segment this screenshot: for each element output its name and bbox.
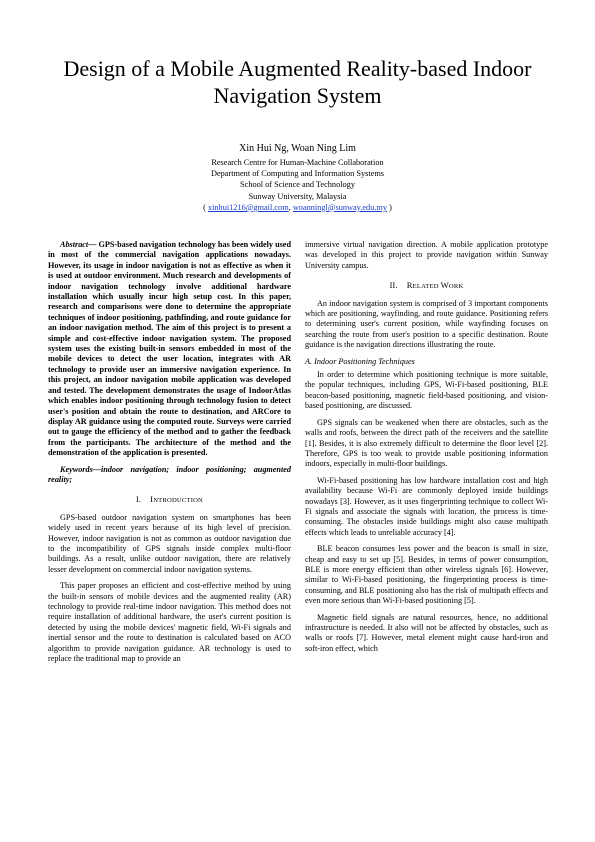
paragraph: BLE beacon consumes less power and the beacon is small in size, cheap and easy to set up [5]. Besides, in terms of power consumption, BLE is more energy efficient than other wireless signals [6]. However, similar to Wi-Fi-based positioning, the fingerprinting process is time-consuming, and BLE positioning also has the risk of multipath effects and even more serious than Wi-Fi-based positioning [5]. xyxy=(305,544,548,606)
paragraph: immersive virtual navigation direction. A mobile application prototype was developed in this project to provide navigation within Sunway University campus. xyxy=(305,240,548,270)
paragraph: GPS signals can be weakened when there are obstacles, such as the walls and roofs, between the direct path of the receivers and the satellite [1]. Besides, it is also extremely difficult to determine the floor level [2]. Therefore, GPS is too weak to provide usable positioning information indoors, especially in multi-floor buildings. xyxy=(305,417,548,469)
email-line xyxy=(60,202,535,213)
email-open: ( xyxy=(203,202,208,212)
paper-title: Design of a Mobile Augmented Reality-based Indoor Navigation System xyxy=(63,56,532,108)
section-heading-related-work xyxy=(305,280,548,292)
email-link-1[interactable]: xinhui1216@gmail.com xyxy=(207,202,289,212)
subsection-heading: A. Indoor Positioning Techniques xyxy=(305,356,415,366)
abstract-dash: — xyxy=(88,240,99,249)
authors: Xin Hui Ng, Woan Ning Lim xyxy=(239,143,356,154)
section-heading-introduction xyxy=(48,494,291,506)
left-column xyxy=(48,240,291,670)
abstract-label: Abstract xyxy=(60,240,89,249)
keywords: Keywords—indoor navigation; indoor positioning; augmented reality; xyxy=(48,464,291,484)
abstract-text: GPS-based navigation technology has been widely used in most of the commercial navigation applications nowadays. However, its usage in indoor navigation is not as effective as when it is used at outdoor environment. Much research and developments of indoor navigation technology involve additional hardware installation which usually incur high setup cost. In this paper, research and comparisons were done to determine the appropriate techniques of indoor positioning, pathfinding, and route guidance for an indoor navigation method. The aim of this project is to present a simple and cost-effective indoor navigation system. The proposed system uses the existing built-in sensors embedded in most of the mobile devices to detect the user location, integrates with AR technology to provide user an immersive navigation experience. In this project, an indoor navigation mobile application was developed and tested. The development demonstrates the usage of IndoorAtlas which enables indoor positioning through technology fusion to detect user's position and obtain the route to destination, and ARCore to display AR guidance using the computed route. Surveys were carried out to gauge the efficiency of the method and to gather the feedback from the participants. The architecture of the method and the demonstration of the application is presented. xyxy=(48,240,291,458)
paragraph: This paper proposes an efficient and cost-effective method by using the built-in sensors of mobile devices and the augmented reality (AR) technology to provide real-time indoor navigation. This method does not require installation of additional hardware, the user's current position is detected by using the mobile devices' magnetic field, Wi-Fi signals and inertial sensor and the route to destination is calculated based on ACO algorithm to provide navigation guidance. AR technology is used to replace the traditional map to provide an xyxy=(48,581,291,664)
email-close: ) xyxy=(387,202,392,212)
affiliation-line: Sunway University, Malaysia xyxy=(248,191,347,201)
email-link-2[interactable]: woanningl@sunway.edu.my xyxy=(292,202,388,212)
affiliation-line: Research Centre for Human-Machine Collaboration xyxy=(211,158,384,167)
paragraph: Wi-Fi-based positioning has low hardware installation cost and high availability because Wi-Fi are commonly deployed inside buildings nowadays [3]. However, as it uses fingerprinting technique to collect Wi-Fi signals and associate the signals with location, the process is time-consuming. The obstacles inside buildings might also cause multipath effects which leads to unreliable accuracy [4]. xyxy=(305,475,548,537)
section-title-initial: I xyxy=(150,494,154,505)
email-separator: , xyxy=(288,202,293,212)
paragraph: Magnetic field signals are natural resources, hence, no additional infrastructure is needed. It also will not be affected by obstacles, such as walls or roofs [7]. However, metal element might cause hard-iron and soft-iron effect, which xyxy=(305,612,548,653)
section-title-initial: R xyxy=(406,280,413,291)
section-title-rest: NTRODUCTION xyxy=(153,497,204,505)
right-column xyxy=(305,240,548,660)
abstract xyxy=(48,240,291,459)
section-number: II. xyxy=(389,281,398,291)
affiliation xyxy=(60,157,535,213)
section-title-rest: ELATED xyxy=(412,283,441,291)
section-title-initial-2: W xyxy=(440,280,449,291)
affiliation-line: Department of Computing and Information Systems xyxy=(210,169,385,179)
paragraph: An indoor navigation system is comprised of 3 important components which are positioning, wayfinding, and route guidance. Positioning refers to determining user's current position, while wayfinding focuses on searching the route from user's position to a specific destination. Route guidance is the navigation directions illustrating the route. xyxy=(305,298,548,350)
paragraph: In order to determine which positioning technique is more suitable, the popular techniques, including GPS, Wi-Fi-based positioning, BLE beacon-based positioning, magnetic field-based positioning, and vision-based positioning, are discussed. xyxy=(305,370,548,411)
paragraph: GPS-based outdoor navigation system on smartphones has been widely used in recent years because of its high level of precision. However, indoor navigation is not as common as outdoor navigation due to the incompatibility of GPS signals inside complex multi-floor buildings. As a result, unlike outdoor navigation, there are relatively lesser development on commercial indoor navigation systems. xyxy=(48,512,291,574)
affiliation-line: School of Science and Technology xyxy=(240,180,355,190)
section-title-rest-2: ORK xyxy=(448,283,464,291)
section-number: I. xyxy=(135,495,142,505)
